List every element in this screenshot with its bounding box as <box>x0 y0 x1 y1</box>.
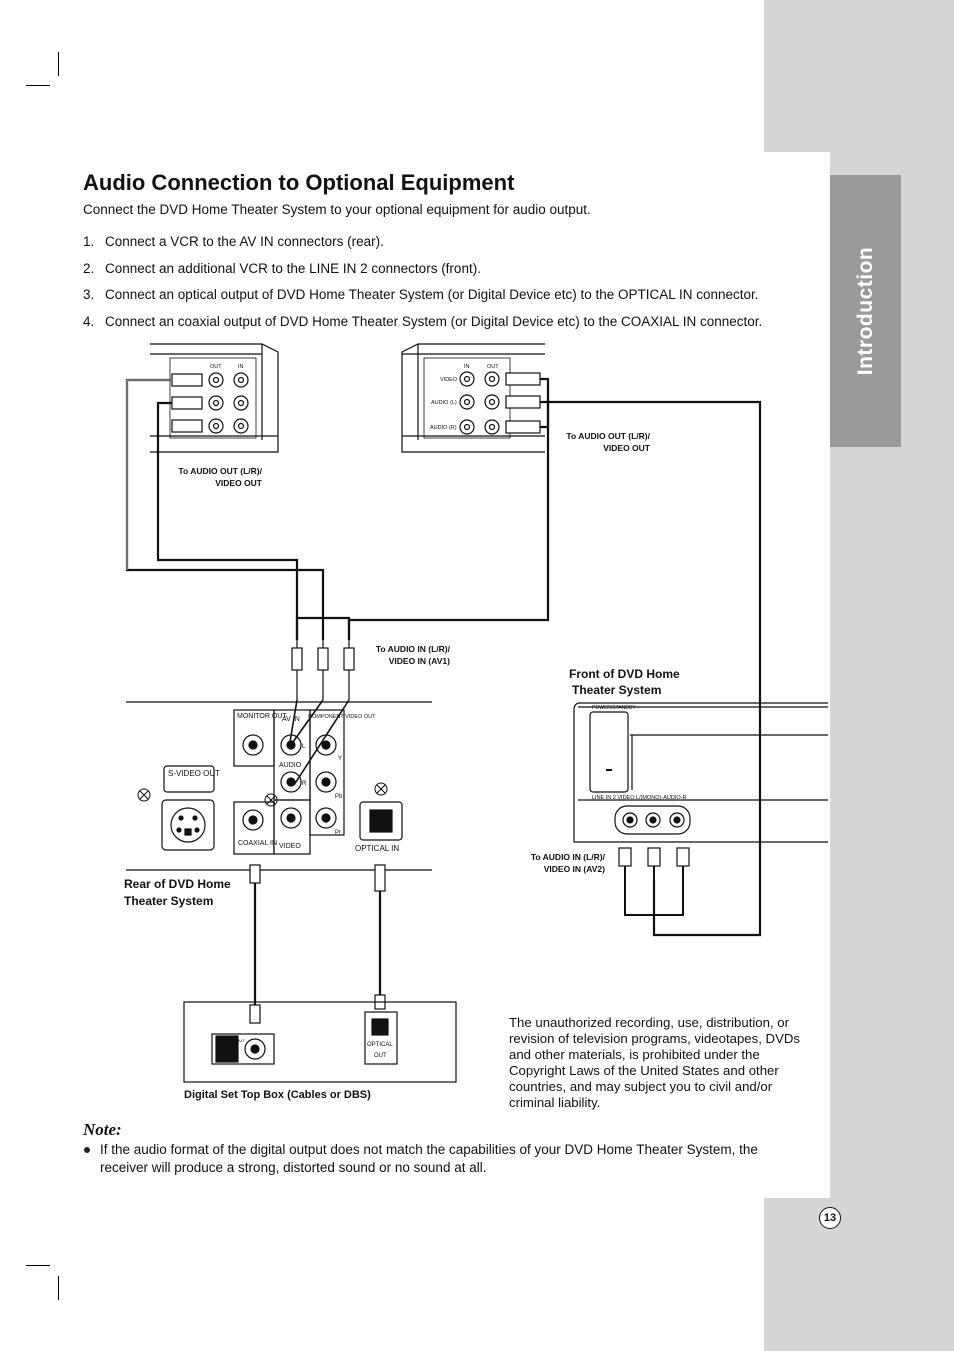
front-caption-line2: Theater System <box>572 683 662 697</box>
page-number: 13 <box>819 1207 841 1229</box>
stb-optical-label: OPTICAL <box>367 1042 393 1048</box>
av1-caption-line2: VIDEO IN (AV1) <box>388 656 450 666</box>
vcr1-device <box>150 344 278 452</box>
video-label: VIDEO <box>279 843 301 850</box>
step-item: 3. Connect an optical output of DVD Home Theater System (or Digital Device etc) to the OPTICAL IN connector. <box>83 287 759 302</box>
av2-caption-line2: VIDEO IN (AV2) <box>543 864 605 874</box>
rear-caption-line2: Theater System <box>124 894 214 908</box>
step-item: 4. Connect an coaxial output of DVD Home Theater System (or Digital Device etc) to the COAXIAL IN connector. <box>83 313 763 329</box>
av1-caption-line1: To AUDIO IN (L/R)/ <box>375 644 450 654</box>
optical-in-label: OPTICAL IN <box>355 844 400 853</box>
pb-label: Pb <box>335 794 343 800</box>
r-label: R <box>302 781 307 787</box>
vcr1-caption-line1: To AUDIO OUT (L/R)/ <box>178 466 262 476</box>
note-text: If the audio format of the digital output does not match the capabilities of your DVD Home Theater System, the receiver will produce a strong, distorted sound or no sound at all. <box>100 1142 758 1175</box>
pr-label: Pr <box>335 830 341 836</box>
step-item: 2. Connect an additional VCR to the LINE IN 2 connectors (front). <box>83 260 481 276</box>
l-label: L <box>302 744 306 750</box>
vcr2-video-label: VIDEO <box>440 377 458 383</box>
stb-coaxial-label: COAXIAL <box>220 1055 238 1060</box>
vcr1-out-label: OUT <box>210 364 222 370</box>
page-title: Audio Connection to Optional Equipment <box>83 170 515 195</box>
intro-text: Connect the DVD Home Theater System to your optional equipment for audio output. <box>83 202 591 217</box>
vcr2-out-label: OUT <box>487 364 499 370</box>
audio-label: AUDIO <box>279 762 302 769</box>
vcr2-in-label: IN <box>464 364 470 370</box>
front-jack-label: LINE IN 2 VIDEO L/(MONO)-AUDIO-R <box>592 795 687 801</box>
vcr2-audio-l-label: AUDIO (L) <box>431 400 457 406</box>
vcr2-caption-line1: To AUDIO OUT (L/R)/ <box>566 431 650 441</box>
av2-caption-line1: To AUDIO IN (L/R)/ <box>530 852 605 862</box>
vcr2-device <box>402 344 545 452</box>
digital-cables <box>250 865 385 1023</box>
power-label: POWER/STANDBY <box>592 705 636 711</box>
av-in-label: AV IN <box>282 716 300 723</box>
front-caption-line1: Front of DVD Home <box>569 667 680 681</box>
section-tab-label: Introduction <box>853 246 877 376</box>
note-body <box>84 1141 804 1177</box>
coaxial-in-label: COAXIAL IN <box>238 840 278 847</box>
y-label: Y <box>338 756 343 762</box>
vcr2-audio-r-label: AUDIO (R) <box>430 425 457 431</box>
monitor-out-label: MONITOR OUT <box>237 713 287 720</box>
bullet-icon <box>84 1147 90 1153</box>
svideo-out-label: S-VIDEO OUT <box>168 769 221 778</box>
component-video-out-label: COMPONENT VIDEO OUT <box>308 714 376 720</box>
front-panel <box>574 703 828 915</box>
stb-digital-out-label: DIGITAL OUT <box>220 1038 245 1043</box>
rear-caption-line1: Rear of DVD Home <box>124 877 231 891</box>
vcr2-caption-line2: VIDEO OUT <box>603 443 650 453</box>
copyright-warning: The unauthorized recording, use, distribution, or revision of television programs, videotapes, DVDs and other materials, is prohibited under the Copyright Laws of the United States and other countries, and may subject you to civil and/or criminal liability. <box>509 1015 800 1110</box>
stb-out-label: OUT <box>374 1053 387 1059</box>
vcr1-caption-line2: VIDEO OUT <box>215 478 262 488</box>
stb-caption: Digital Set Top Box (Cables or DBS) <box>184 1089 371 1101</box>
step-item: 1. Connect a VCR to the AV IN connectors (rear). <box>83 234 384 249</box>
note-title: Note: <box>83 1120 122 1139</box>
vcr1-in-label: IN <box>238 364 244 370</box>
